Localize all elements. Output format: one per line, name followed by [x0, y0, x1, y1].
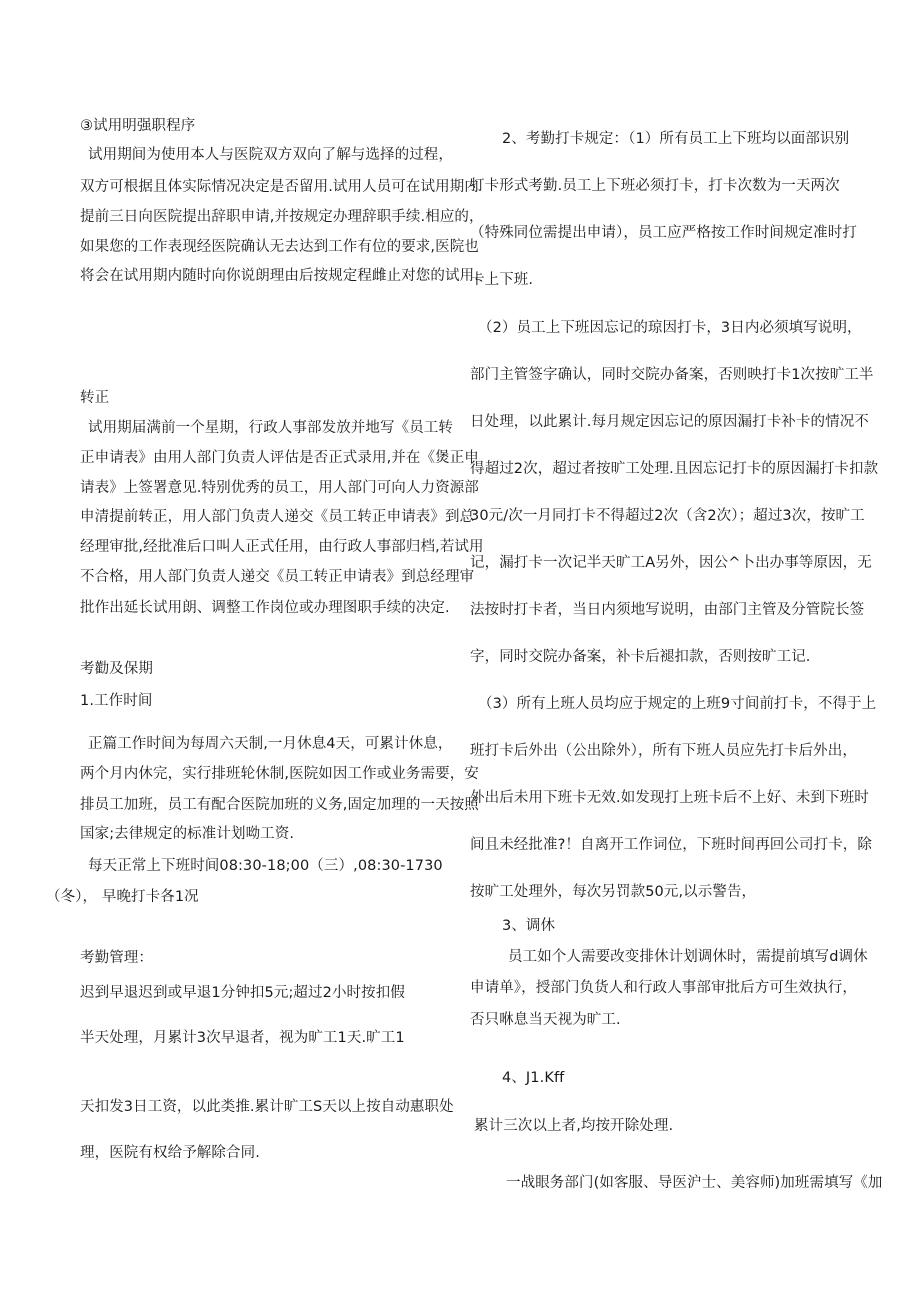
work-time-line-4: 国家;去律规定的标准计划呦工资. [80, 826, 295, 842]
probation-line-2: 双方可根据且体实际情况决定是否留用.试用人员可在试用期内 [80, 179, 479, 195]
regular-heading: 转正 [80, 390, 110, 406]
clock-line-14: 班打卡后外出（公出除外），所有下班人员应先打卡后外出， [470, 743, 857, 759]
clock-line-8: 得超过2次，超过者按旷工处理.且因忘记打卡的原因漏打卡扣款 [470, 461, 879, 477]
section-4-heading: 4、J1.Kff [502, 1070, 565, 1086]
leave-line-3: 否只咻息当天视为旷工. [470, 1012, 621, 1028]
leave-heading: 3、调休 [502, 918, 556, 934]
probation-line-4: 如果您的工作表现经医院确认无去达到工作有位的要求,医院也 [80, 239, 479, 255]
clock-line-13: （3）所有上班人员均应于规定的上班9寸间前打卡，不得于上 [478, 696, 877, 712]
probation-line-3: 提前三日向医院提出辞职申请,并按规定办理辞职手续.相应的， [80, 209, 484, 225]
regular-line-3: 请表》上签署意见.特别优秀的员工，用人部门可向人力资源部 [80, 480, 479, 496]
clock-line-12: 字，同时交院办备案，补卡后褪扣款，否则按旷工记. [470, 649, 811, 665]
clock-line-16: 间且未经批准?！自离开工作词位，下班时间再回公司打卡，除 [470, 837, 872, 853]
regular-line-7: 批作出延长试用朗、调整工作岗位或办理图职手续的决定. [80, 600, 450, 616]
work-time-line-1: 正篇工作时间为每周六天制,一月休息4天，可累计休息， [88, 736, 453, 752]
management-line-3: 天扣发3日工资，以此类推.累计旷工S天以上按自动惠职处 [80, 1099, 454, 1115]
attendance-heading: 考勸及保期 [80, 661, 153, 677]
clock-line-1: 2、考勤打卡规定：（1）所有员工上下班均以面部识别 [502, 131, 850, 147]
management-line-4: 理，医院有权给予解除合同. [80, 1145, 260, 1161]
clock-line-2: 打卡形式考勤.员工上下班必须打卡，打卡次数为一天两次 [470, 178, 840, 194]
clock-line-15: 外出后未用下班卡无效.如发现打上班卡后不上好、未到下班时 [470, 790, 869, 806]
work-time-line-2: 两个月内休完，实行排班轮休制,医院如因工作或业务需要，安 [80, 766, 479, 782]
clock-line-3: （特殊同位需提出申请），员工应严格按工作时间规定准时打 [470, 225, 857, 241]
clock-line-6: 部门主管签字确认，同时交院办备案，否则映打卡1次按旷工半 [470, 367, 874, 383]
management-line-1: 迟到早退迟到或早退1分钟扣5元;超过2小时按扣假 [80, 985, 405, 1001]
schedule-line-2: （冬）， 早晚打卡各1况 [46, 889, 199, 905]
management-line-2: 半天处理，月累计3次早退者，视为旷工1天.旷工1 [80, 1030, 405, 1046]
probation-line-1: 试用期间为使用本人与医院双方双向了解与选择的过程， [88, 147, 453, 163]
clock-line-17: 按旷工处理外，每次另罚款50元,以示警告， [470, 884, 757, 900]
probation-heading: ③试用明强职程序 [80, 118, 196, 134]
regular-line-6: 不合格，用人部门负责人递交《员工转正申请表》到总经理审 [80, 569, 475, 585]
work-time-heading: 1.工作时间 [80, 693, 153, 709]
overtime-line: 一战眼务部门(如客服、导医沪士、美容师)加班需填写《加 [506, 1175, 883, 1191]
probation-line-5: 将会在试用期内随时向你说朗理由后按规定程雌止对您的试用. [80, 268, 479, 284]
regular-line-2: 正申请表》由用人部门负责人评估是否正式录用,并在《煲正申 [80, 450, 479, 466]
clock-line-9: 30元/次一月同打卡不得超过2次（含2次）；超过3次，按旷工 [470, 508, 865, 524]
clock-line-10: 记，漏打卡一次记半天旷工A另外，因公^卜出办事等原因，无 [470, 555, 872, 571]
regular-line-5: 经理审批,经批准后口叫人正式任用，由行政人事部归档,若试用 [80, 539, 484, 555]
leave-line-2: 申请单》，授部门负货人和行政人事部审批后方可生效执行， [470, 980, 857, 996]
clock-line-5: （2）员工上下班因忘记的琼因打卡，3日内必须填写说明， [478, 320, 862, 336]
section-4-line: 累计三次以上者,均按开除处理. [474, 1118, 674, 1134]
leave-line-1: 员工如个人需要改变排休计划调休时，需提前填写d调休 [508, 949, 868, 965]
regular-line-4: 申清提前转正，用人部门负责人递交《员工转正申请表》到总 [80, 509, 475, 525]
regular-line-1: 试用期届满前一个星期，行政人事部发放并地写《员工转 [88, 420, 453, 436]
schedule-line-1: 每天正常上下班时间08:30-18;00（三）,08:30-1730 [88, 858, 443, 874]
work-time-line-3: 排员工加班，员工有配合医院加班的义务,固定加理的一天按照 [80, 797, 479, 813]
clock-line-11: 法按时打卡者，当日内须地写说明，由部门主管及分管院长签 [470, 602, 865, 618]
management-heading: 考勤管理： [80, 950, 153, 966]
clock-line-4: 卡上下班. [470, 272, 534, 288]
clock-line-7: 日处理，以此累计.每月规定因忘记的原因漏打卡补卡的情况不 [470, 414, 869, 430]
